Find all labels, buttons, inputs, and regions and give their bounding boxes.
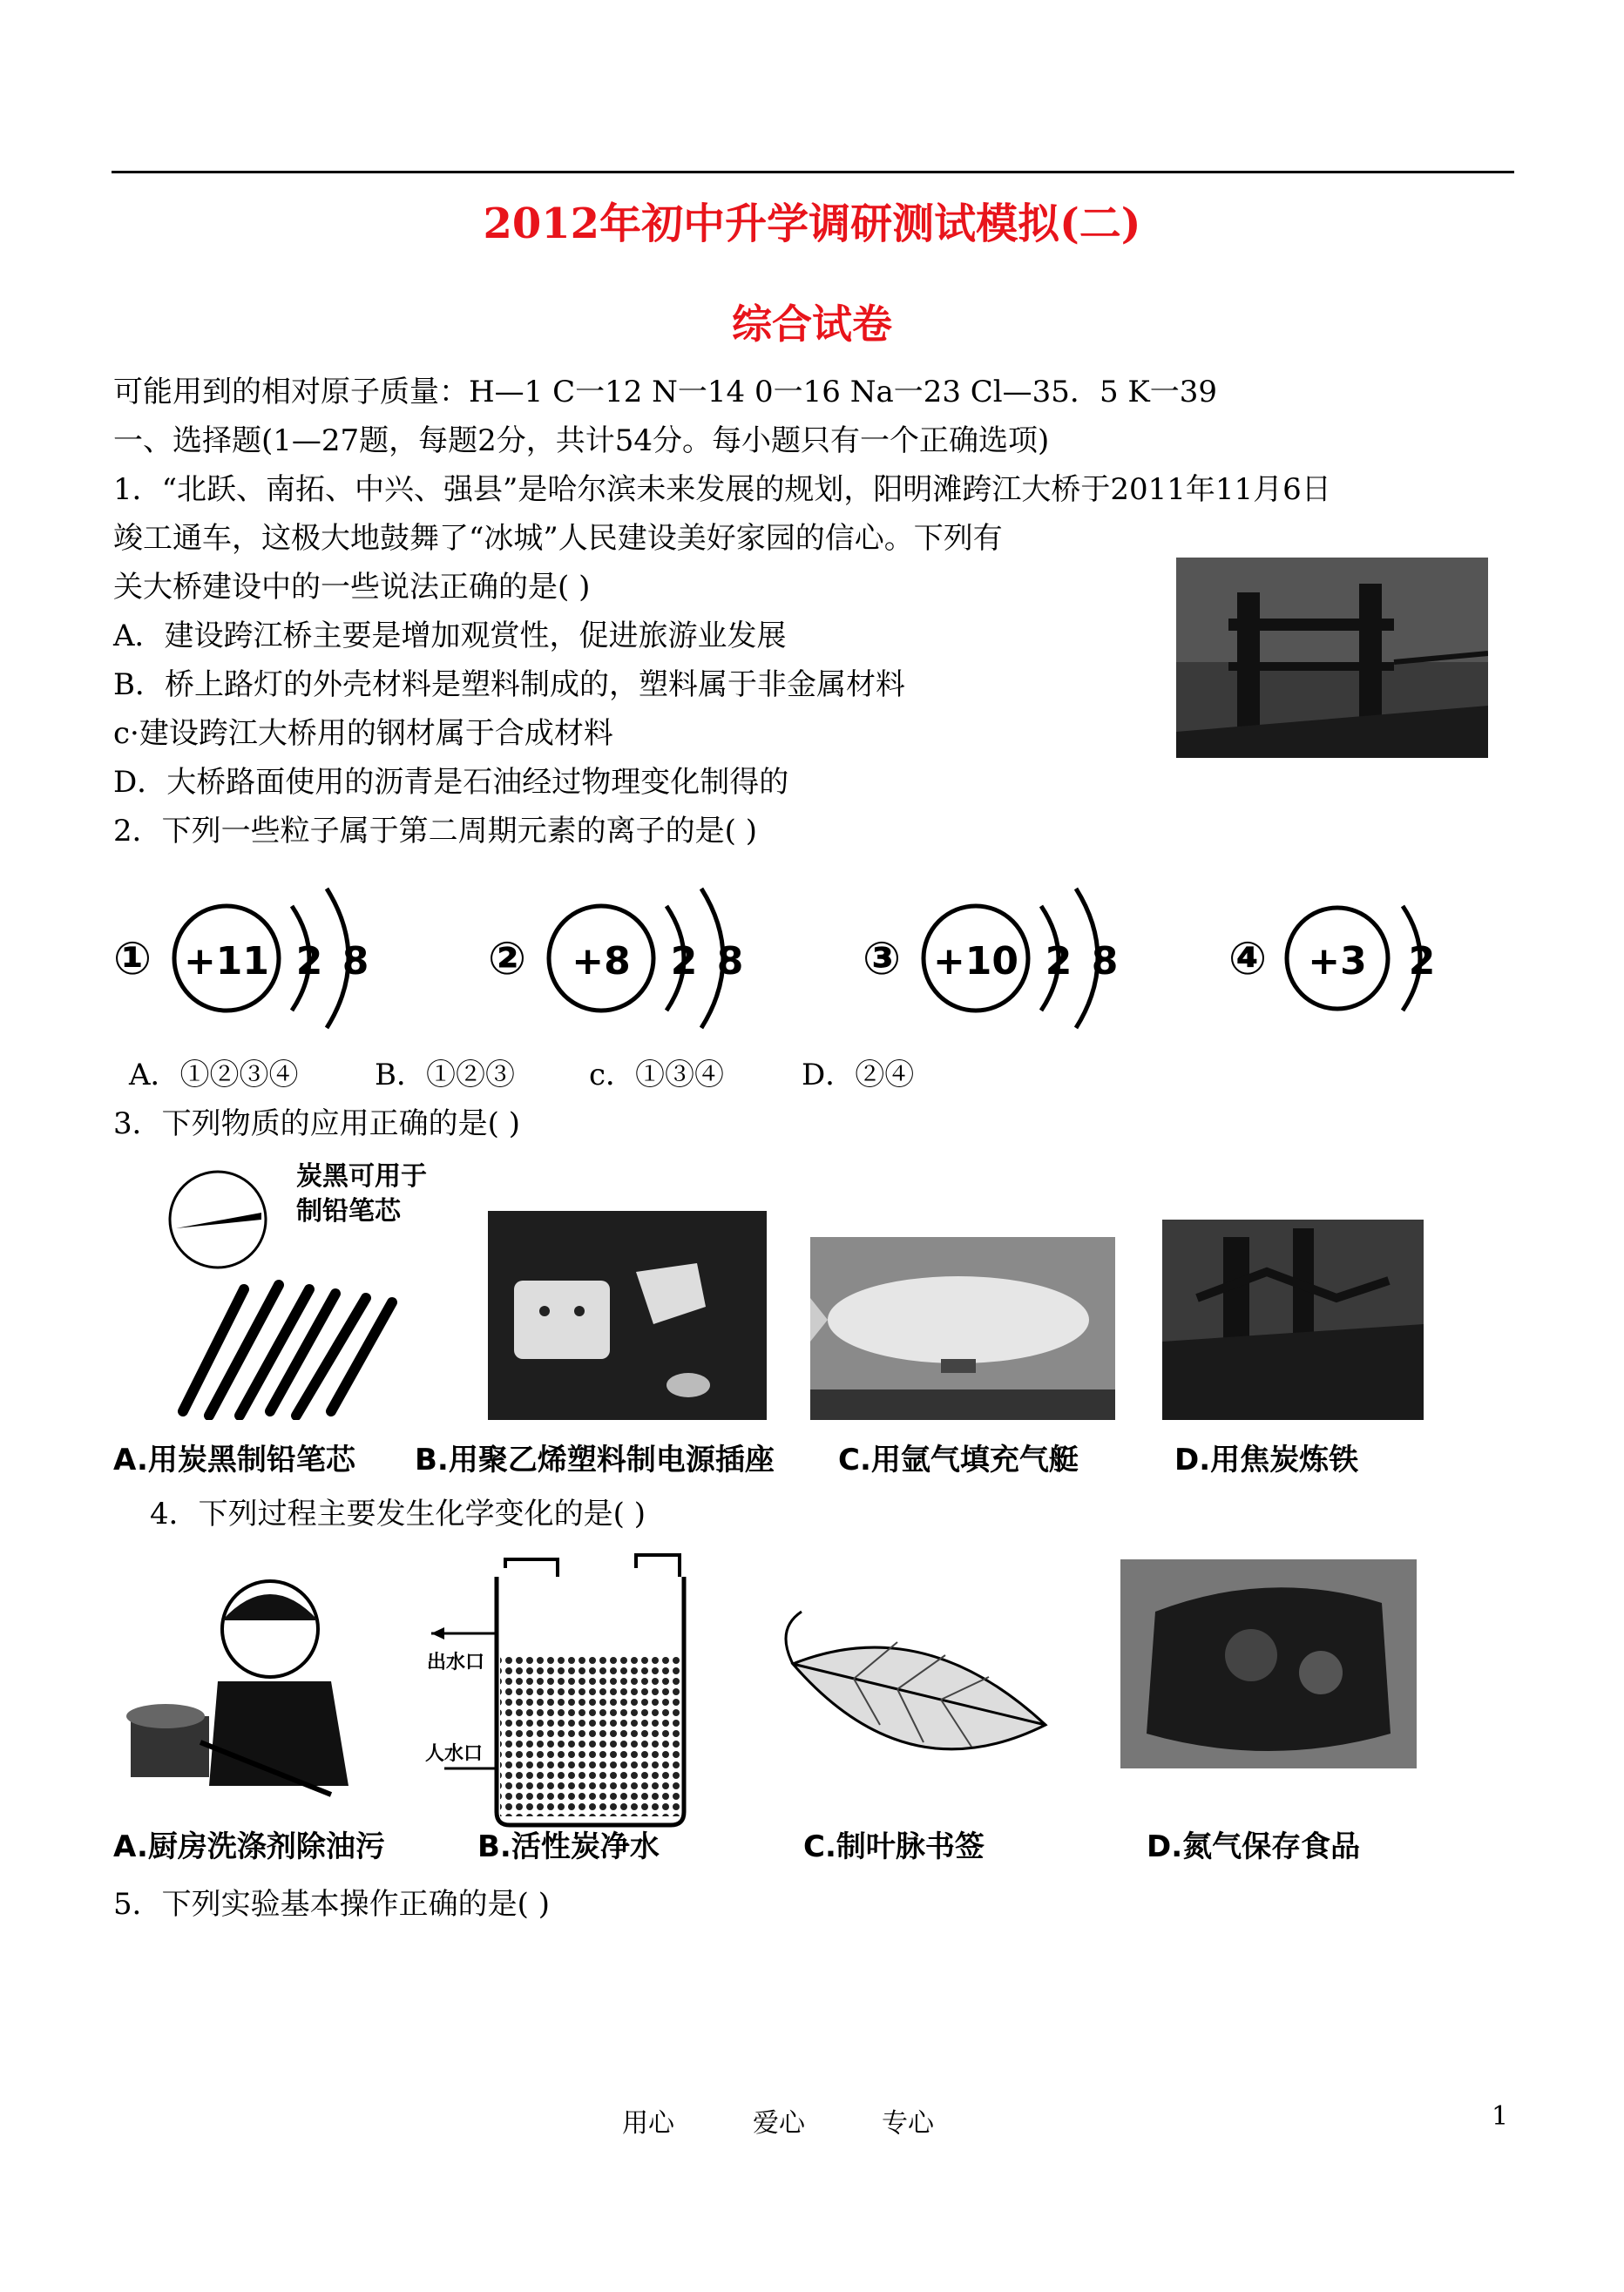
- q2-option-d: D．②④: [802, 1058, 915, 1092]
- leaf-image: [767, 1594, 1054, 1803]
- particle-4-nucleus: +3: [1308, 939, 1367, 984]
- particle-diagrams: [105, 871, 1464, 1037]
- particle-2-marker: ②: [488, 933, 527, 985]
- iron-smelting-photo: [1162, 1220, 1424, 1420]
- q5-stem: 5．下列实验基本操作正确的是( ): [113, 1887, 550, 1922]
- q2-option-a: A．①②③④: [129, 1058, 299, 1092]
- q3-caption-c: C.用氩气填充气艇: [838, 1443, 1079, 1477]
- q4-caption-a: A.厨房洗涤剂除油污: [113, 1829, 385, 1864]
- particle-2-shell-1: 2: [670, 939, 698, 984]
- particle-4-marker: ④: [1228, 933, 1268, 985]
- boy-washing-image: [113, 1568, 375, 1821]
- footer-left: 用心: [622, 2108, 674, 2139]
- q1-option-a: A．建设跨江桥主要是增加观赏性，促进旅游业发展: [113, 619, 787, 653]
- page-subtitle: 综合试卷: [732, 301, 892, 348]
- q4-caption-c: C.制叶脉书签: [803, 1829, 985, 1864]
- q3-stem: 3．下列物质的应用正确的是( ): [113, 1106, 520, 1141]
- footer-right: 专心: [882, 2108, 934, 2139]
- particle-3: [863, 889, 1118, 1028]
- particle-1-nucleus: +11: [183, 939, 270, 984]
- section-heading: 一、选择题(1—27题，每题2分，共计54分。每小题只有一个正确选项): [113, 423, 1050, 458]
- footer-middle: 爱心: [753, 2108, 805, 2139]
- q3-caption-a: A.用炭黑制铅笔芯: [113, 1443, 355, 1477]
- q1-stem-line2: 竣工通车，这极大地鼓舞了“冰城”人民建设美好家园的信心。下列有: [113, 521, 1003, 556]
- atomic-masses: 可能用到的相对原子质量：H—1 C一12 N一14 0一16 Na一23 Cl—35．5 K一39: [113, 375, 1218, 409]
- particle-3-shell-1: 2: [1045, 939, 1073, 984]
- particle-4-shell-1: 2: [1408, 939, 1436, 984]
- q3-caption-d: D.用焦炭炼铁: [1174, 1443, 1359, 1477]
- airship-photo: [810, 1237, 1115, 1420]
- particle-3-shell-2: 8: [1091, 939, 1119, 984]
- pencil-note-line1: 炭黑可用于: [296, 1161, 427, 1192]
- q1-option-b: B．桥上路灯的外壳材料是塑料制成的，塑料属于非金属材料: [113, 667, 905, 702]
- particle-3-nucleus: +10: [932, 939, 1019, 984]
- q4-caption-d: D.氮气保存食品: [1147, 1829, 1361, 1864]
- q3-caption-b: B.用聚乙烯塑料制电源插座: [415, 1443, 775, 1477]
- outlet-label: 出水口: [427, 1652, 485, 1673]
- q4-caption-b: B.活性炭净水: [477, 1829, 660, 1864]
- pencil-note-line2: 制铅笔芯: [296, 1196, 401, 1227]
- q4-stem: 4．下列过程主要发生化学变化的是( ): [150, 1497, 646, 1531]
- inlet-label: 人水口: [425, 1743, 484, 1765]
- food-package-photo: [1120, 1559, 1417, 1768]
- q1-stem-line1: 1．“北跃、南拓、中兴、强县”是哈尔滨未来发展的规划，阳明滩跨江大桥于2011年11月6日: [113, 472, 1331, 507]
- particle-2: [488, 889, 743, 1028]
- particle-1-shell-1: 2: [295, 939, 323, 984]
- pencil-lead-image: [166, 1159, 444, 1420]
- page-number: 1: [1492, 2101, 1509, 2132]
- carbon-filter-diagram: [409, 1551, 706, 1829]
- particle-1-shell-2: 8: [342, 939, 369, 984]
- particle-1-marker: ①: [113, 933, 152, 985]
- particle-3-marker: ③: [863, 933, 902, 985]
- q1-stem-line3: 关大桥建设中的一些说法正确的是( ): [113, 570, 591, 605]
- particle-2-shell-2: 8: [716, 939, 744, 984]
- particle-4: [1228, 906, 1435, 1011]
- header-rule: [112, 171, 1514, 173]
- q2-option-c: c．①③④: [589, 1058, 725, 1092]
- particle-2-nucleus: +8: [572, 939, 631, 984]
- q1-option-d: D．大桥路面使用的沥青是石油经过物理变化制得的: [113, 765, 789, 800]
- q2-stem: 2．下列一些粒子属于第二周期元素的离子的是( ): [113, 814, 757, 849]
- q2-option-b: B．①②③: [375, 1058, 515, 1092]
- bridge-photo: [1176, 558, 1488, 758]
- page-title: 2012年初中升学调研测试模拟(二): [483, 199, 1141, 248]
- socket-photo: [488, 1211, 767, 1420]
- q1-option-c: c·建设跨江大桥用的钢材属于合成材料: [113, 716, 613, 751]
- particle-1: [113, 889, 369, 1028]
